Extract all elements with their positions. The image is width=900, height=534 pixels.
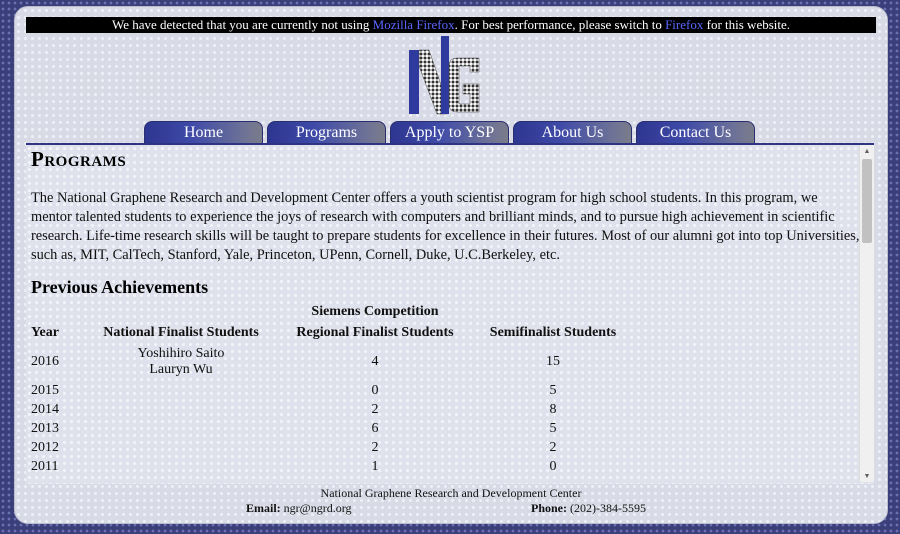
cell-year: 2012 [31,439,59,455]
cell-year: 2013 [31,420,59,436]
cell-semifinalist: 0 [549,458,557,474]
table-group-header-row [29,301,637,322]
cell-regional: 2 [371,439,379,455]
cell-regional: 4 [371,354,379,369]
footer-phone-label: Phone: [531,501,567,515]
cell-national [81,438,281,457]
table-row [29,343,637,381]
national-finalist-name: Lauryn Wu [149,362,213,377]
ng-logo-icon [407,36,483,116]
national-finalist-name: Yoshihiro Saito [137,346,225,361]
group-header-siemens: Siemens Competition [311,303,439,319]
table-row [29,400,637,419]
table-header-row [29,322,637,343]
footer-org-name: National Graphene Research and Development Center [320,486,582,500]
content-scrollbar[interactable] [859,145,874,482]
cell-national [81,400,281,419]
scroll-down-arrow-icon[interactable]: ▼ [863,472,871,480]
cell-year: 2016 [31,354,59,369]
header-national-finalist: National Finalist Students [103,324,259,340]
ng-logo[interactable] [407,36,483,116]
cell-semifinalist: 5 [549,420,557,436]
scroll-up-arrow-icon[interactable]: ▲ [863,147,871,155]
scrollbar-thumb[interactable] [862,159,872,243]
cell-semifinalist: 5 [549,382,557,398]
nav-tab-contact-us[interactable]: Contact Us [636,121,755,143]
cell-year: 2011 [31,458,59,474]
cell-regional: 1 [371,458,379,474]
nav-tab-programs[interactable]: Programs [267,121,386,143]
cell-semifinalist: 8 [549,401,557,417]
achievements-heading: Previous Achievements [31,277,209,297]
notice-link-mozilla-firefox[interactable]: Mozilla Firefox [372,17,455,32]
footer-email [246,501,352,516]
intro-paragraph: The National Graphene Research and Development Center offers a youth scientist program for high school students. In this program, we mentor talented students to experience the joys of research with computers and brilliant minds, and to pursue high achievement in scientific research. Life-time research skills will be taught to prepare students for excellence in their futures. Most of our alumni got into top Universities, such as, MIT, CalTech, Stanford, Yale, Princeton, UPenn, Cornell, Duke, U.C.Berkeley, etc. [31,190,860,263]
cell-national [81,381,281,400]
table-row [29,381,637,400]
achievements-table [29,301,637,476]
cell-national [81,457,281,476]
cell-regional: 6 [371,420,379,436]
header-semifinalist: Semifinalist Students [489,324,617,340]
cell-year: 2014 [31,401,59,417]
header-year: Year [31,324,59,340]
cell-regional: 2 [371,401,379,417]
table-row [29,419,637,438]
browser-notice-bar [26,17,876,33]
footer-email-label: Email: [246,501,281,515]
cell-year: 2015 [31,382,59,398]
notice-text-middle: . For best performance, please switch to [454,17,666,32]
header-regional-finalist: Regional Finalist Students [296,324,454,340]
page-title: Programs [31,147,127,171]
cell-regional: 0 [371,382,379,398]
footer-phone-number: (202)-384-5595 [570,501,646,515]
footer-email-link[interactable]: ngr@ngrd.org [283,501,352,515]
table-row [29,457,637,476]
notice-link-firefox[interactable]: Firefox [665,17,704,32]
nav-tab-apply-to-ysp[interactable]: Apply to YSP [390,121,509,143]
nav-tab-about-us[interactable]: About Us [513,121,632,143]
content-panel[interactable] [26,143,874,484]
table-row [29,438,637,457]
notice-text-after: for this website. [703,17,791,32]
page-footer [26,486,876,515]
nav-tab-home[interactable]: Home [144,121,263,143]
cell-semifinalist: 2 [549,439,557,455]
notice-text-before: We have detected that you are currently not using [111,17,373,32]
cell-national [81,419,281,438]
cell-semifinalist: 15 [546,354,560,369]
cell-national [81,343,281,381]
footer-phone [531,501,646,516]
